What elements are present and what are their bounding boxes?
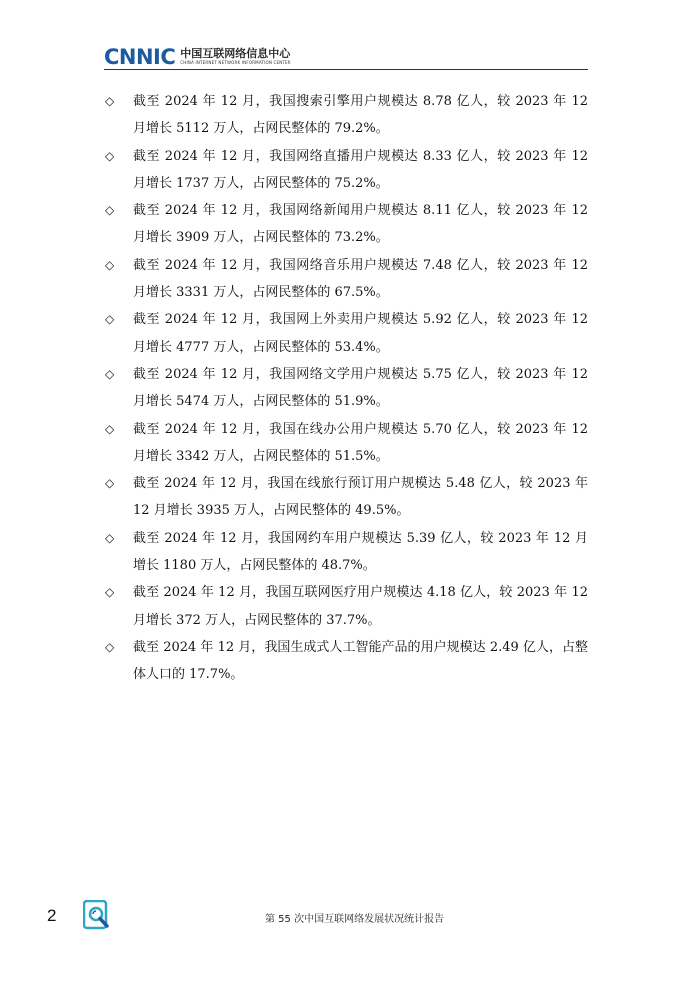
diamond-bullet-icon: ◇ [105,94,115,108]
list-item [104,470,588,525]
list-item [104,634,588,689]
list-item-text: 截至 2024 年 12 月，我国搜索引擎用户规模达 8.78 亿人，较 2023 年 12 月增长 5112 万人，占网民整体的 79.2%。 [133,94,588,137]
list-item-text: 截至 2024 年 12 月，我国互联网医疗用户规模达 4.18 亿人，较 2023 年 12 月增长 372 万人，占网民整体的 37.7%。 [133,585,588,628]
diamond-bullet-icon: ◇ [105,421,115,436]
list-item [104,579,588,634]
list-item-text: 截至 2024 年 12 月，我国网络音乐用户规模达 7.48 亿人，较 2023 年 12 月增长 3331 万人，占网民整体的 67.5%。 [133,257,588,301]
header-divider [104,69,588,70]
list-item-text: 截至 2024 年 12 月，我国在线办公用户规模达 5.70 亿人，较 2023 年 12 月增长 3342 万人，占网民整体的 51.5%。 [133,421,588,464]
diamond-bullet-icon: ◇ [105,148,115,163]
report-title: 第 55 次中国互联网络发展状况统计报告 [265,914,445,925]
logo-english-name: CHINA INTERNET NETWORK INFORMATION CENTER [180,60,291,65]
page-header [104,44,588,70]
diamond-bullet-icon: ◇ [105,366,115,381]
list-item [104,306,588,361]
report-search-icon [83,900,111,931]
list-item [104,143,588,198]
list-item [104,88,588,143]
list-item [104,416,588,471]
statistics-list [104,88,588,689]
diamond-bullet-icon: ◇ [105,585,115,600]
list-item-text: 截至 2024 年 12 月，我国网络直播用户规模达 8.33 亿人，较 2023 年 12 月增长 1737 万人，占网民整体的 75.2%。 [133,148,588,191]
logo-mark: CNNIC [104,45,176,69]
list-item [104,525,588,580]
list-item [104,361,588,416]
diamond-bullet-icon: ◇ [105,257,115,272]
diamond-bullet-icon: ◇ [105,203,115,218]
list-item [104,252,588,307]
list-item-text: 截至 2024 年 12 月，我国网络文学用户规模达 5.75 亿人，较 2023 年 12 月增长 5474 万人，占网民整体的 51.9%。 [133,366,588,410]
cnnic-logo [104,46,291,68]
logo-chinese-name: 中国互联网络信息中心 [180,47,291,60]
logo-text [180,46,290,68]
diamond-bullet-icon: ◇ [105,530,115,545]
diamond-bullet-icon: ◇ [105,639,115,654]
diamond-bullet-icon: ◇ [105,476,115,491]
list-item [104,197,588,252]
list-item-text: 截至 2024 年 12 月，我国网上外卖用户规模达 5.92 亿人，较 2023 年 12 月增长 4777 万人，占网民整体的 53.4%。 [133,312,588,355]
diamond-bullet-icon: ◇ [105,312,115,327]
list-item-text: 截至 2024 年 12 月，我国网约车用户规模达 5.39 亿人，较 2023 年 12 月增长 1180 万人，占网民整体的 48.7%。 [133,530,588,574]
list-item-text: 截至 2024 年 12 月，我国在线旅行预订用户规模达 5.48 亿人，较 2023 年 12 月增长 3935 万人，占网民整体的 49.5%。 [133,476,588,519]
list-item-text: 截至 2024 年 12 月，我国网络新闻用户规模达 8.11 亿人，较 2023 年 12 月增长 3909 万人，占网民整体的 73.2%。 [133,203,588,246]
list-item-text: 截至 2024 年 12 月，我国生成式人工智能产品的用户规模达 2.49 亿人，占整体人口的 17.7%。 [133,639,588,683]
page-number: 2 [47,906,57,925]
